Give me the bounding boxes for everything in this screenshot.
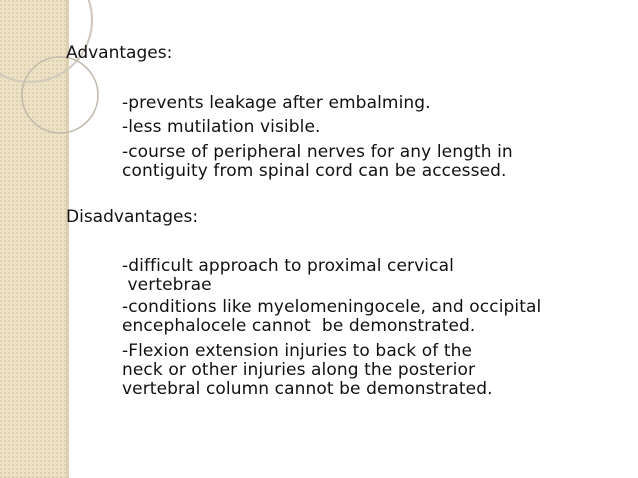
advantage-item-1: -prevents leakage after embalming. [122, 93, 431, 113]
disadvantage-item-2: -conditions like myelomeningocele, and occipital encephalocele cannot be demonstrated. [122, 297, 542, 336]
disadvantage-item-3: -Flexion extension injuries to back of the neck or other injuries along the posterior vertebral column cannot be demonstrated. [122, 341, 493, 399]
disadvantages-heading: Disadvantages: [66, 207, 199, 227]
advantage-item-2: -less mutilation visible. [122, 117, 321, 137]
advantages-heading: Advantages: [66, 43, 173, 63]
disadvantage-item-1: -difficult approach to proximal cervical vertebrae [122, 256, 454, 295]
side-band-border [66, 0, 69, 478]
decorative-side-band [0, 0, 66, 478]
advantage-item-3: -course of peripheral nerves for any length in contiguity from spinal cord can be accessed. [122, 142, 513, 181]
